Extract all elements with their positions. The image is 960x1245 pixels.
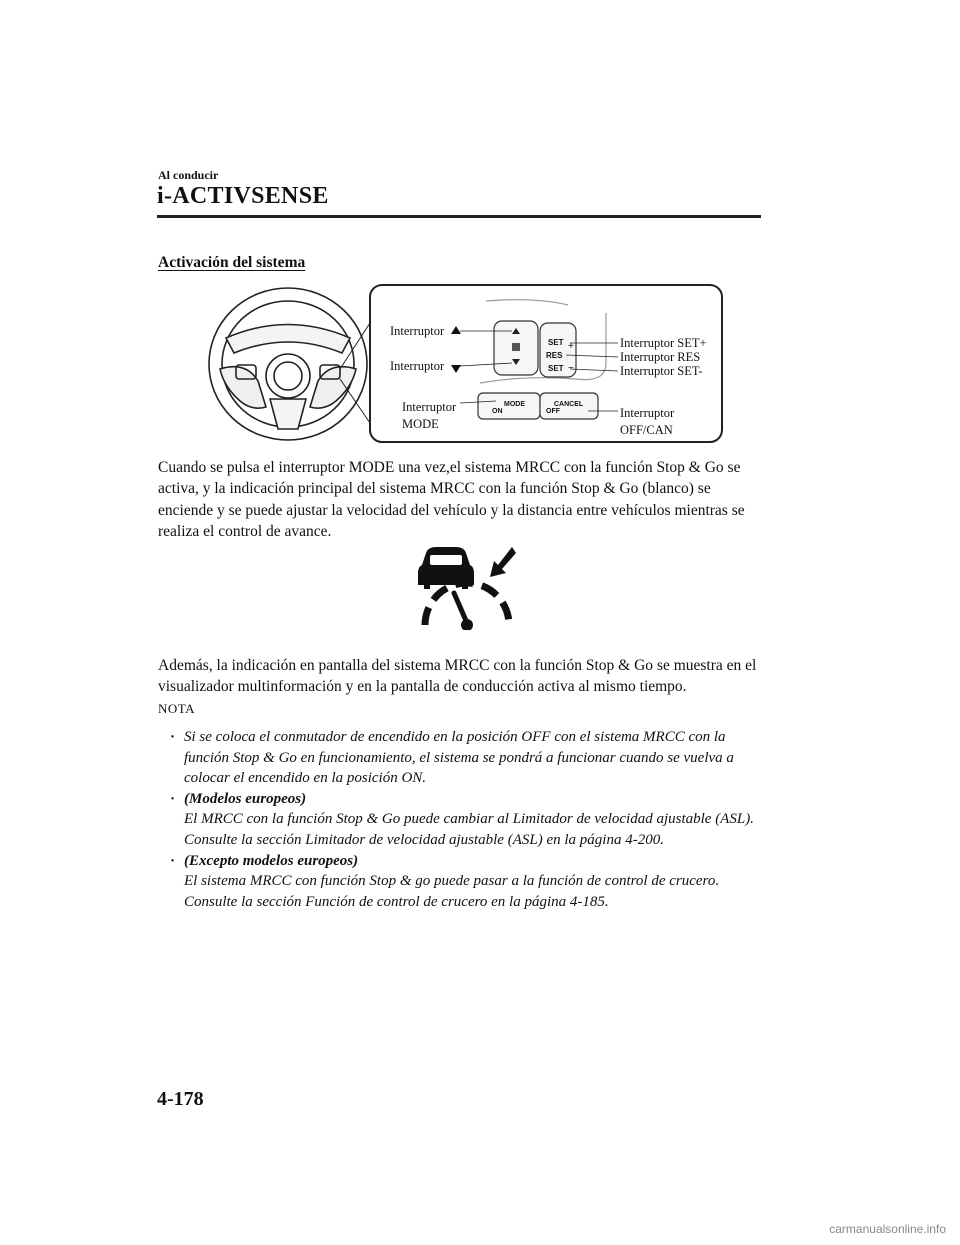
paragraph-display: Además, la indicación en pantalla del sistema MRCC con la función Stop & Go se muestra en el visualizador multinformación y en la pantalla de conducción activa al mismo tiempo.	[158, 657, 757, 696]
label-res: Interruptor RES	[620, 350, 701, 364]
set-plus-button-text: SET	[548, 338, 564, 347]
bullet-icon: ·	[170, 729, 176, 745]
note-title: (Modelos europeos)	[184, 790, 307, 807]
mrcc-indicator-icon	[412, 545, 522, 630]
page-number: 4-178	[157, 1088, 204, 1110]
note-item-ignition	[160, 727, 765, 789]
subheading: Activación del sistema	[158, 254, 306, 271]
note-title: (Excepto modelos europeos)	[184, 852, 359, 869]
paragraph-activation: Cuando se pulsa el interruptor MODE una vez,el sistema MRCC con la función Stop & Go se activa, y la indicación principal del sistema MRCC con la función Stop & Go (blanco) se enciende y se puede ajustar la velocidad del vehículo y la distancia entre vehículos mientras se realiza el control de avance.	[158, 459, 745, 540]
label-off-can-line1: Interruptor	[620, 406, 675, 420]
note-item-european	[160, 789, 765, 851]
chapter-label: Al conducir	[158, 168, 219, 182]
label-mode-line2: MODE	[402, 417, 439, 431]
bullet-icon: ·	[170, 790, 176, 807]
cancel-button-text: CANCEL	[554, 401, 584, 408]
note-reference: Consulte la sección Limitador de velocidad ajustable (ASL) en la página 4-200.	[184, 831, 664, 848]
note-text: El sistema MRCC con función Stop & go puede pasar a la función de control de crucero.	[184, 873, 720, 890]
section-title: i-ACTIVSENSE	[157, 183, 329, 209]
label-switch-up: Interruptor	[390, 324, 445, 338]
bullet-icon: ·	[170, 852, 176, 869]
label-off-can-line2: OFF/CAN	[620, 423, 673, 437]
set-minus-button-text: SET	[548, 364, 564, 373]
label-mode-line1: Interruptor	[402, 400, 457, 414]
note-text: Si se coloca el conmutador de encendido en la posición OFF con el sistema MRCC con la función Stop & Go en funcionamiento, el sistema se pondrá a funcionar cuando se vuelva a colocar el encendido en la posición ON.	[184, 729, 734, 787]
steering-switch-figure	[196, 283, 726, 445]
header-rule	[157, 215, 761, 218]
minus-sign: −	[568, 363, 574, 374]
res-button-text: RES	[546, 351, 563, 360]
note-reference: Consulte la sección Función de control de crucero en la página 4-185.	[184, 893, 609, 910]
note-item-non-european	[160, 851, 765, 913]
mode-button-text: MODE	[504, 401, 525, 408]
off-button-text: OFF	[546, 408, 560, 415]
note-text: El MRCC con la función Stop & Go puede cambiar al Limitador de velocidad ajustable (ASL).	[184, 811, 754, 828]
label-switch-down: Interruptor	[390, 359, 445, 373]
notes-list	[160, 727, 765, 912]
on-button-text: ON	[492, 408, 503, 415]
plus-sign: +	[568, 341, 574, 352]
label-set-plus: Interruptor SET+	[620, 336, 707, 350]
nota-label: NOTA	[158, 701, 196, 716]
label-set-minus: Interruptor SET-	[620, 364, 703, 378]
footer-watermark: carmanualsonline.info	[829, 1222, 946, 1236]
